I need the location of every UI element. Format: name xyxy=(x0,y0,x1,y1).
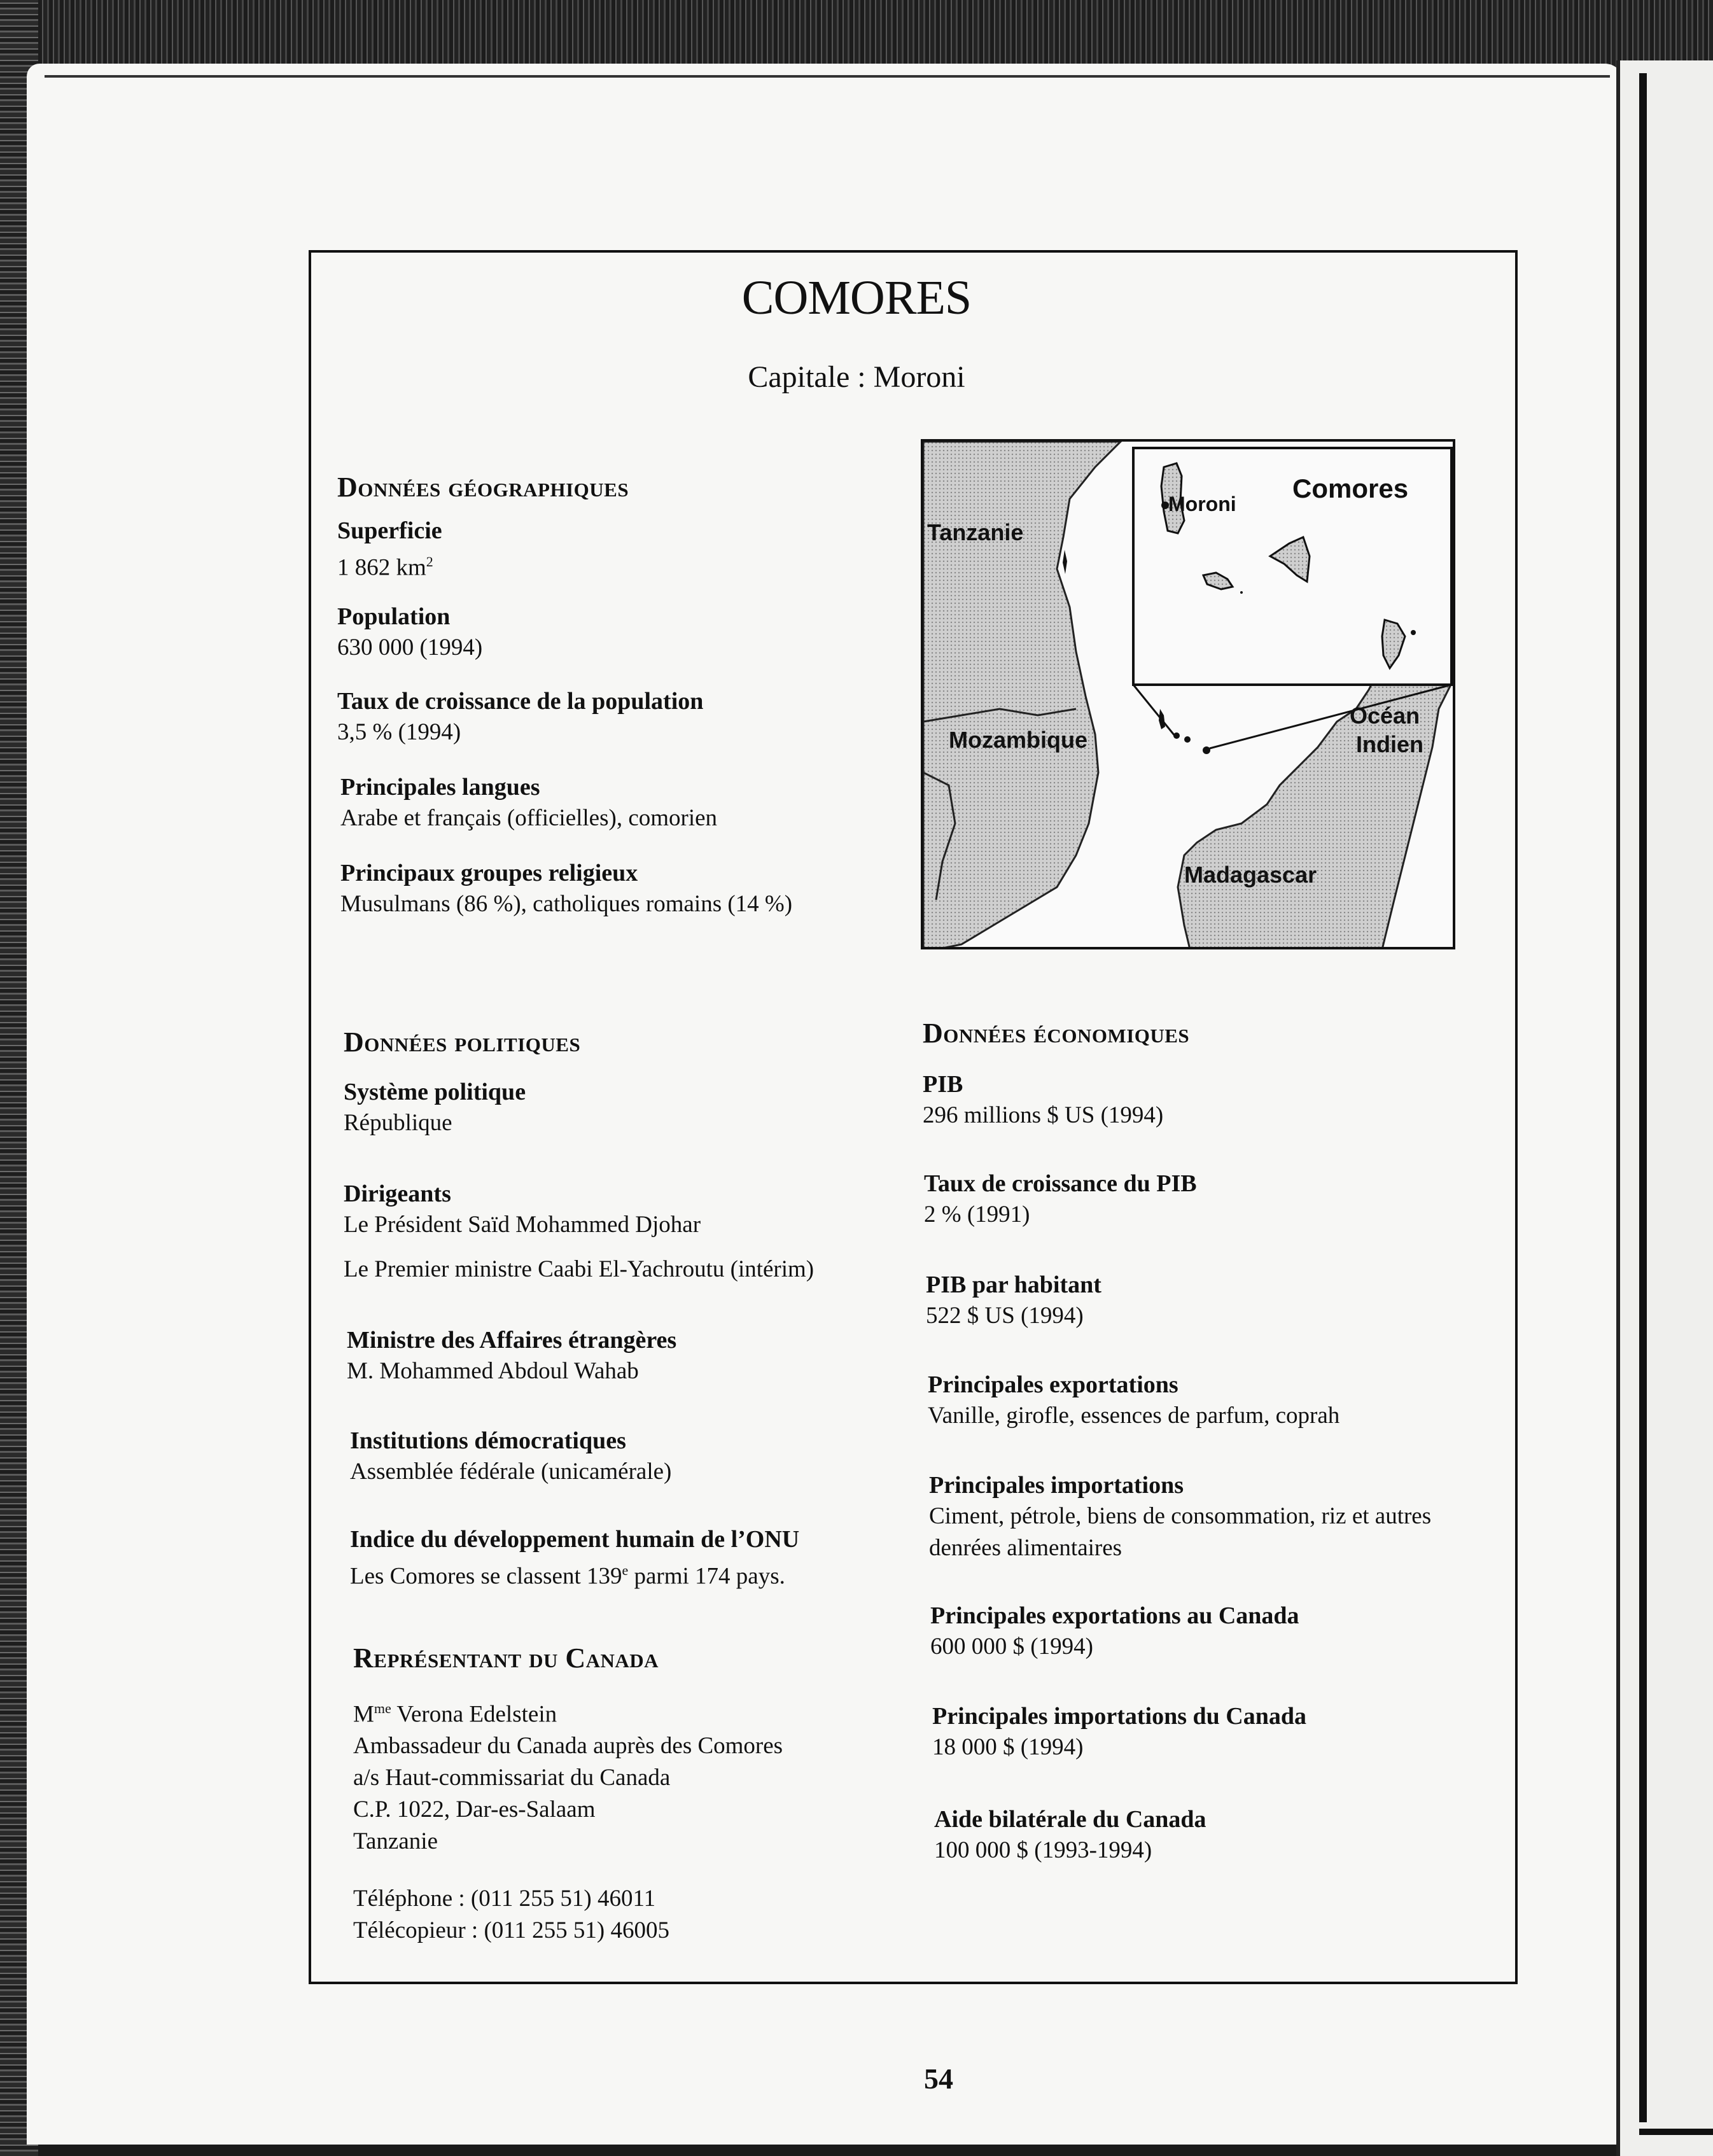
indice-label: Indice du développement humain de l’ONU xyxy=(350,1526,800,1553)
dirigeants-value-2: Le Premier ministre Caabi El-Yachroutu (intérim) xyxy=(344,1256,815,1282)
dirigeants-label: Dirigeants xyxy=(344,1180,451,1207)
map-label-indien: Indien xyxy=(1356,731,1423,757)
croissance-pop-label: Taux de croissance de la population xyxy=(337,688,704,715)
map-label-tanzanie: Tanzanie xyxy=(927,519,1024,545)
langues-value: Arabe et français (officielles), comorien xyxy=(340,805,718,831)
langues-label: Principales langues xyxy=(340,774,540,801)
langues-field xyxy=(340,772,913,834)
pib-habitant-field xyxy=(926,1270,1499,1332)
map-label-madagascar: Madagascar xyxy=(1184,862,1317,888)
export-canada-field xyxy=(930,1600,1503,1663)
geo-heading: Données géographiques xyxy=(337,472,629,503)
page-title: COMORES xyxy=(741,271,972,325)
superficie-label: Superficie xyxy=(337,517,442,544)
croissance-pib-label: Taux de croissance du PIB xyxy=(924,1170,1197,1197)
rep-heading: Représentant du Canada xyxy=(353,1642,659,1674)
pol-heading: Données politiques xyxy=(344,1026,581,1058)
ministre-label: Ministre des Affaires étrangères xyxy=(347,1327,677,1354)
ministre-field xyxy=(347,1325,919,1387)
capital-subtitle: Capitale : Moroni xyxy=(748,360,965,394)
institutions-field xyxy=(350,1425,923,1488)
croissance-pib-value: 2 % (1991) xyxy=(924,1201,1030,1228)
inset-pointer-left xyxy=(1133,685,1175,736)
zanzibar-island xyxy=(1063,550,1067,574)
croissance-pop-field xyxy=(337,686,910,748)
croissance-pib-field xyxy=(924,1168,1497,1231)
pib-value: 296 millions $ US (1994) xyxy=(923,1102,1164,1128)
aide-field xyxy=(934,1804,1507,1866)
indice-field xyxy=(350,1524,923,1592)
comoros-island-4 xyxy=(1203,746,1210,754)
population-label: Population xyxy=(337,603,451,630)
comoros-island-3 xyxy=(1184,736,1191,743)
religions-field xyxy=(340,858,913,920)
exportations-label: Principales exportations xyxy=(928,1371,1178,1398)
institutions-value: Assemblée fédérale (unicamérale) xyxy=(350,1459,672,1485)
institutions-label: Institutions démocratiques xyxy=(350,1427,626,1454)
rep-line-5: Tanzanie xyxy=(353,1828,438,1855)
import-canada-field xyxy=(932,1701,1505,1763)
pib-field xyxy=(923,1069,1495,1131)
export-canada-value: 600 000 $ (1994) xyxy=(930,1634,1093,1660)
ministre-value: M. Mohammed Abdoul Wahab xyxy=(347,1358,639,1384)
facing-page-bottom-rule xyxy=(1639,2129,1713,2135)
location-map xyxy=(921,439,1455,949)
eco-heading: Données économiques xyxy=(923,1018,1190,1049)
dirigeants-field xyxy=(344,1179,916,1285)
map-label-moroni: Moroni xyxy=(1168,493,1236,515)
rep-name: $M^{me}$ Verona Edelstein xyxy=(353,1700,557,1728)
systeme-label: Système politique xyxy=(344,1079,526,1105)
import-canada-label: Principales importations du Canada xyxy=(932,1703,1307,1730)
religions-value: Musulmans (86 %), catholiques romains (14 %) xyxy=(340,891,793,917)
rep-phone: Téléphone : (011 255 51) 46011 xyxy=(353,1886,656,1912)
import-canada-value: 18 000 $ (1994) xyxy=(932,1734,1084,1760)
systeme-field xyxy=(344,1077,916,1139)
importations-field xyxy=(929,1470,1502,1564)
page-number: 54 xyxy=(924,2062,953,2095)
religions-label: Principaux groupes religieux xyxy=(340,860,638,886)
rep-fax: Télécopieur : (011 255 51) 46005 xyxy=(353,1917,669,1944)
tanzania-landmass xyxy=(923,442,1121,949)
map-label-comores: Comores xyxy=(1292,473,1409,503)
rep-line-2: Ambassadeur du Canada auprès des Comores xyxy=(353,1733,783,1760)
pib-habitant-label: PIB par habitant xyxy=(926,1271,1101,1298)
exportations-field xyxy=(928,1369,1500,1432)
population-value: 630 000 (1994) xyxy=(337,634,483,661)
dirigeants-value-1: Le Président Saïd Mohammed Djohar xyxy=(344,1212,701,1238)
page-top-rule xyxy=(45,75,1610,78)
pib-habitant-value: 522 $ US (1994) xyxy=(926,1303,1084,1329)
importations-value-1: Ciment, pétrole, biens de consommation, riz et autres xyxy=(929,1503,1432,1529)
mayotte-islet xyxy=(1411,630,1416,635)
systeme-value: République xyxy=(344,1110,452,1136)
importations-label: Principales importations xyxy=(929,1472,1184,1499)
scan-border-top xyxy=(0,0,1713,70)
map-label-mozambique: Mozambique xyxy=(949,727,1088,753)
aide-value: 100 000 $ (1993-1994) xyxy=(934,1837,1152,1863)
export-canada-label: Principales exportations au Canada xyxy=(930,1602,1299,1629)
croissance-pop-value: 3,5 % (1994) xyxy=(337,719,461,745)
rep-line-4: C.P. 1022, Dar-es-Salaam xyxy=(353,1796,596,1823)
indice-value: Les Comores se classent 139e parmi 174 pays. xyxy=(350,1562,785,1590)
importations-value-2: denrées alimentaires xyxy=(929,1535,1122,1561)
superficie-field xyxy=(337,515,910,584)
rep-line-3: a/s Haut-commissariat du Canada xyxy=(353,1765,671,1791)
rep-address xyxy=(353,1693,862,1947)
superficie-value: 1 862 $km^2$ xyxy=(337,554,433,581)
map-label-ocean: Océan xyxy=(1350,703,1420,729)
inset-speck xyxy=(1240,591,1243,594)
pib-label: PIB xyxy=(923,1071,963,1098)
aide-label: Aide bilatérale du Canada xyxy=(934,1806,1206,1833)
exportations-value: Vanille, girofle, essences de parfum, coprah xyxy=(928,1403,1340,1429)
population-field xyxy=(337,601,910,664)
